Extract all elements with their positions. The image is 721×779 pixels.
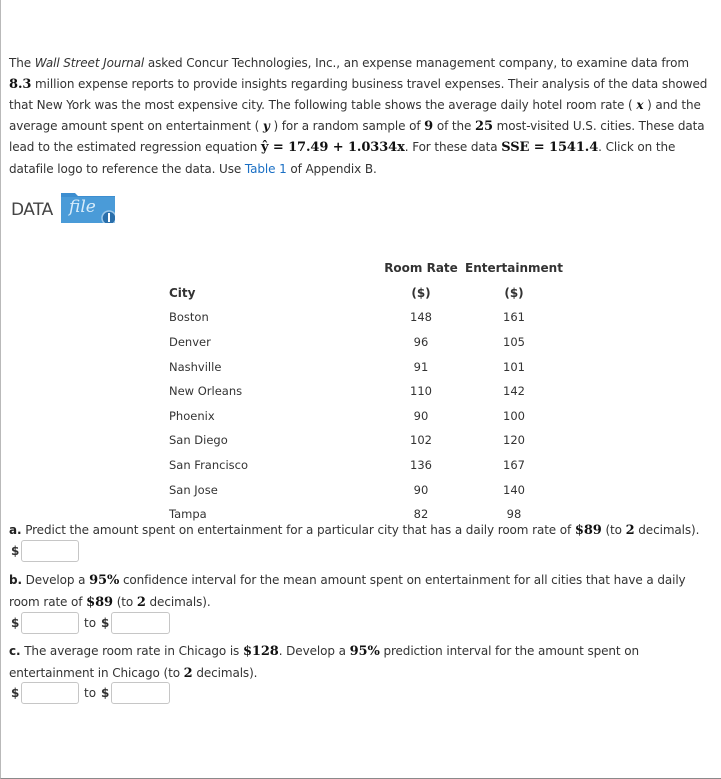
to-label: to [84,686,97,700]
table-cell: San Francisco [169,458,249,473]
table-cell: 91 [413,359,429,374]
table-row [164,354,565,379]
table-row [164,428,565,453]
table-cell: 90 [413,408,429,423]
header-room-rate: Room Rate [384,261,458,276]
question-a: a. Predict the amount spent on entertainment for a particular city that has a daily room rate of $89 (to 2 decimals). [9,523,700,538]
question-b: b. Develop a 95% confidence interval for the mean amount spent on entertainment for all cities that have a daily room rate of $89 (to 2 decimals). [9,573,686,610]
table-cell: Tampa [169,507,207,522]
answer-c-upper-input[interactable] [111,682,170,704]
table-cell: Boston [169,310,209,325]
header-ent-unit: ($) [504,285,524,300]
table-cell: San Jose [169,482,218,497]
table-cell: 142 [503,384,525,399]
header-entertainment: Entertainment [465,261,563,276]
answer-b-row [9,612,179,636]
problem-statement: The Wall Street Journal asked Concur Technologies, Inc., an expense management company, to examine data from 8.3 million expense reports to provide insights regarding business travel expenses. Their analysis of the data showed that New York was the most expensive city. The following table shows the average daily hotel room rate ( x ) and the average amount spent on entertainment ( y ) for a random sample of 9 of the 25 most-visited U.S. cities. These data lead to the estimated regression equation ŷ = 17.49 + 1.0334x. For these data SSE = 1541.4. Click on the datafile logo to reference the data. Use Table 1 of Appendix B. [9,56,708,176]
sse-value: SSE = 1541.4 [501,140,599,156]
table-row [164,477,565,502]
table-row [164,404,565,429]
answer-a-row [9,540,89,564]
to-label: to [84,616,97,630]
table-row [164,305,565,330]
table-cell [164,256,379,281]
table-cell: San Diego [169,433,228,448]
datafile-logo[interactable] [11,192,111,228]
table-cell: 101 [503,359,525,374]
table-cell: Nashville [169,359,222,374]
answer-b-upper-input[interactable] [111,612,170,634]
currency-symbol: $ [101,686,110,700]
header-city: City [169,285,196,300]
answer-b-lower-input[interactable] [21,612,79,634]
datafile-tab-label: file [69,197,96,217]
table-cell: 98 [506,507,522,522]
journal-name: Wall Street Journal [34,56,145,70]
question-c: c. The average room rate in Chicago is $128. Develop a 95% prediction interval for the amount spent on entertainment in Chicago (to 2 decimals). [9,644,639,681]
header-room-unit: ($) [411,285,431,300]
currency-symbol: $ [11,544,20,558]
table-cell: 102 [410,433,432,448]
table-cell: 82 [413,507,429,522]
currency-symbol: $ [11,616,20,630]
table-1-link[interactable]: Table 1 [244,161,287,176]
table-cell: 140 [503,482,525,497]
currency-symbol: $ [101,616,110,630]
table-cell: Denver [169,335,211,350]
regression-equation: ŷ = 17.49 + 1.0334x [261,140,405,156]
table-cell: 120 [503,433,525,448]
answer-c-row [9,682,179,706]
table-cell: 136 [410,458,432,473]
table-cell: 161 [503,310,525,325]
table-cell: New Orleans [169,384,243,399]
table-cell: 90 [413,482,429,497]
table-cell: 105 [503,335,525,350]
datafile-label: DATA [11,200,53,220]
table-row [164,453,565,478]
data-table [164,256,565,527]
table-cell: 148 [410,310,432,325]
table-cell: 110 [410,384,432,399]
table-cell: 96 [413,335,429,350]
currency-symbol: $ [11,686,20,700]
table-row [164,330,565,355]
table-row [164,379,565,404]
table-cell: 100 [503,408,525,423]
answer-c-lower-input[interactable] [21,682,79,704]
table-cell: Phoenix [169,408,215,423]
table-cell: 167 [503,458,525,473]
answer-a-input[interactable] [21,540,79,562]
